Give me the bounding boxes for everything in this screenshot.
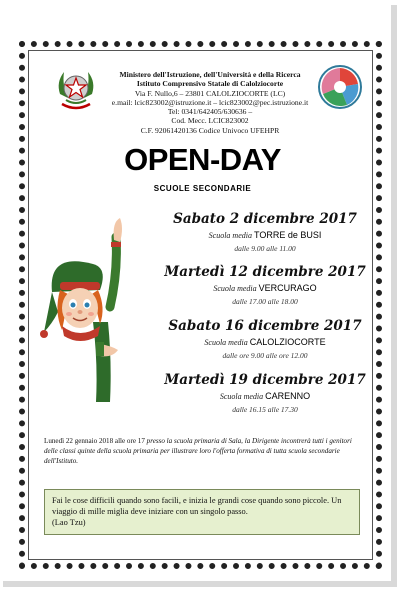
page-title: OPEN-DAY — [124, 142, 281, 177]
quote-box — [44, 489, 360, 535]
institute-logo-icon — [317, 64, 363, 110]
event-time: dalle 16.15 alle 17.30 — [232, 405, 298, 414]
page-subtitle: SCUOLE SECONDARIE — [153, 184, 252, 193]
letterhead — [100, 70, 320, 135]
event-time: dalle ore 9.00 alle ore 12.00 — [222, 351, 308, 360]
event-location: CARENNO — [265, 391, 311, 401]
event-school-prefix: Scuola media — [204, 338, 248, 347]
institute-name: Istituto Comprensivo Statale di Calolziocorte — [136, 79, 284, 89]
institute-code: Cod. Mecc. LCIC823002 — [171, 116, 249, 126]
event-time: dalle 9.00 alle 11.00 — [234, 244, 296, 253]
parents-meeting-note — [44, 436, 362, 466]
event-school — [145, 337, 385, 347]
institute-email: e.mail: lcic823002@istruzione.it – lcic823002@pec.istruzione.it — [111, 97, 309, 107]
event-school-prefix: Scuola media — [213, 284, 257, 293]
event-date: Sabato 2 dicembre 2017 — [173, 211, 357, 227]
event-date: Sabato 16 dicembre 2017 — [168, 318, 362, 334]
institute-phone: Tel: 0341/642405/630636 – — [167, 107, 253, 117]
event-school-prefix: Scuola media — [208, 231, 252, 240]
event-1 — [145, 211, 385, 253]
event-time: dalle 17.00 alle 18.00 — [232, 297, 298, 306]
event-school-prefix: Scuola media — [219, 392, 264, 401]
note-date: Lunedì 22 gennaio 2018 alle ore 17 — [44, 437, 145, 445]
event-school — [145, 283, 385, 293]
event-school — [145, 391, 385, 401]
quote-author: (Lao Tzu) — [52, 518, 86, 527]
republic-emblem-icon — [52, 64, 100, 116]
event-location: CALOLZIOCORTE — [249, 337, 326, 347]
event-location: TORRE de BUSI — [253, 230, 322, 240]
elf-illustration-icon — [38, 212, 138, 407]
institute-fiscal-code: C.F. 92061420136 Codice Univoco UFEHPR — [140, 125, 280, 135]
event-4 — [145, 372, 385, 414]
institute-address: Via F. Nullo,6 – 23801 CALOLZIOCORTE (LC) — [134, 88, 286, 98]
quote-text: Fai le cose difficili quando sono facili, e inizia le grandi cose quando sono piccole. Un viaggio di mille miglia deve iniziare con un singolo passo. — [52, 496, 342, 516]
event-school — [145, 230, 385, 240]
event-location: VERCURAGO — [258, 283, 317, 293]
event-2 — [145, 264, 385, 306]
event-3 — [145, 318, 385, 360]
ministry-name: Ministero dell'Istruzione, dell'Università e della Ricerca — [119, 70, 301, 79]
event-date: Martedì 12 dicembre 2017 — [164, 264, 366, 280]
note-body: presso la scuola primaria di Sala, la Dirigente incontrerà tutti i genitori delle classi quinte della scuola primaria per illustrare loro l'offerta formativa di tutta scuola secondarie dell'Istituto. — [44, 437, 352, 465]
event-date: Martedì 19 dicembre 2017 — [164, 372, 366, 388]
